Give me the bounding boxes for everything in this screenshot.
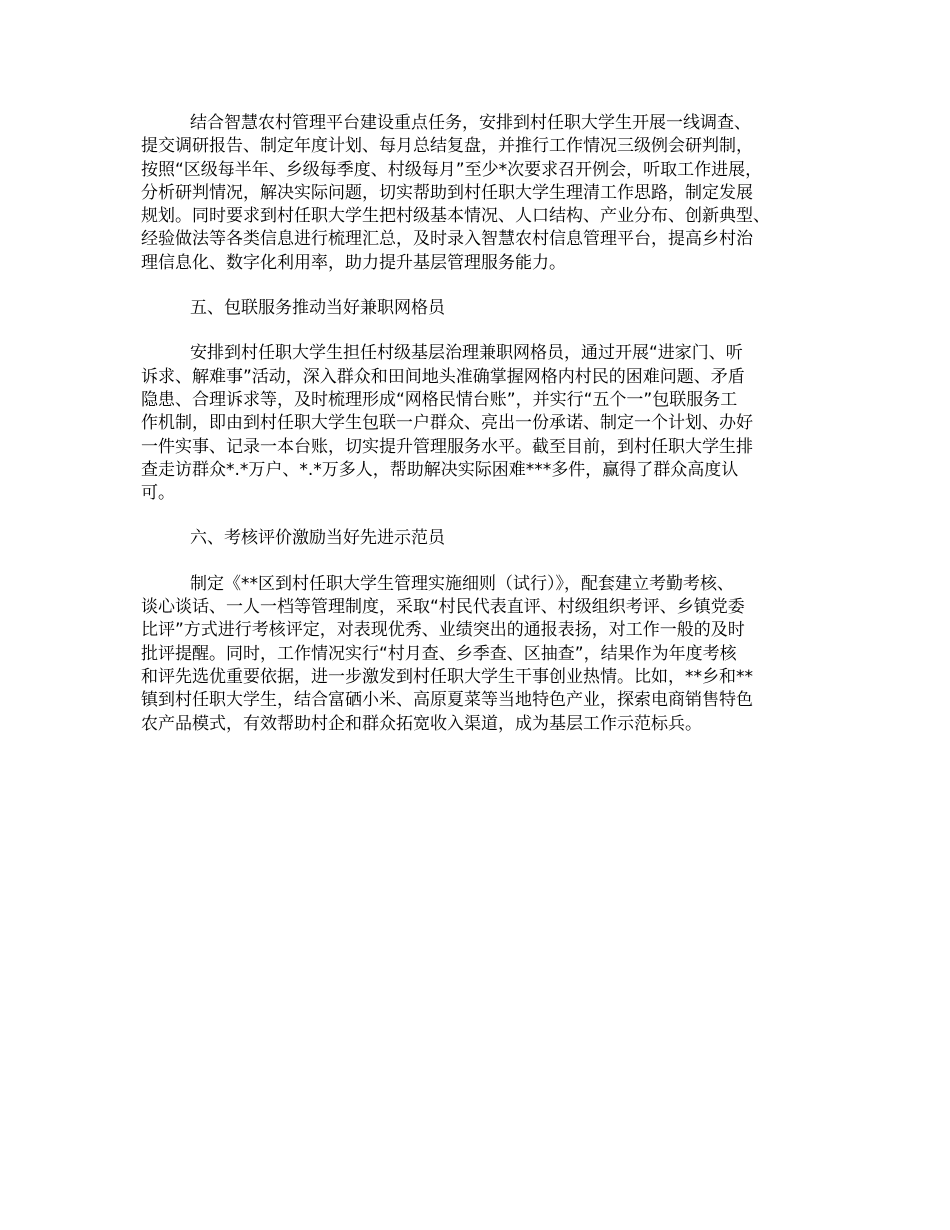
paragraph-line: 农产品模式，有效帮助村企和群众拓宽收入渠道，成为基层工作示范标兵。 (141, 713, 702, 734)
paragraph-assessment-evaluation (141, 573, 821, 736)
paragraph-line: 诉求、解难事”活动，深入群众和田间地头准确掌握网格内村民的困难问题、矛盾 (141, 366, 745, 387)
paragraph-line: 比评”方式进行考核评定，对表现优秀、业绩突出的通报表扬，对工作一般的及时 (141, 620, 745, 641)
paragraph-line: 理信息化、数字化利用率，助力提升基层管理服务能力。 (141, 252, 566, 273)
paragraph-line: 可。 (141, 483, 175, 504)
paragraph-line: 查走访群众*.*万户、*.*万多人，帮助解决实际困难***多件，赢得了群众高度认 (141, 459, 739, 480)
paragraph-line: 批评提醒。同时，工作情况实行“村月查、乡季查、区抽查”，结果作为年度考核 (141, 643, 737, 664)
paragraph-grid-service (141, 342, 821, 505)
paragraph-line: 镇到村任职大学生，结合富硒小米、高原夏菜等当地特色产业，探索电商销售特色 (141, 690, 753, 711)
paragraph-line: 和评先选优重要依据，进一步激发到村任职大学生干事创业热情。比如，**乡和** (141, 666, 753, 687)
paragraph-line: 按照“区级每半年、乡级每季度、村级每月”至少*次要求召开例会，听取工作进展， (141, 159, 763, 180)
paragraph-line: 作机制，即由到村任职大学生包联一户群众、亮出一份承诺、制定一个计划、办好 (141, 413, 753, 434)
paragraph-line: 规划。同时要求到村任职大学生把村级基本情况、人口结构、产业分布、创新典型、 (141, 206, 770, 227)
paragraph-line: 安排到村任职大学生担任村级基层治理兼职网格员，通过开展“进家门、听 (190, 343, 743, 364)
paragraph-line: 经验做法等各类信息进行梳理汇总，及时录入智慧农村信息管理平台，提高乡村治 (141, 229, 753, 250)
section-heading-six: 六、考核评价激励当好先进示范员 (190, 528, 445, 549)
paragraph-line: 谈心谈话、一人一档等管理制度，采取“村民代表直评、村级组织考评、乡镇党委 (141, 597, 745, 618)
section-heading-five: 五、包联服务推动当好兼职网格员 (190, 298, 445, 319)
paragraph-line: 分析研判情况，解决实际问题，切实帮助到村任职大学生理清工作思路，制定发展 (141, 182, 753, 203)
paragraph-line: 隐患、合理诉求等，及时梳理形成“网格民情台账”，并实行“五个一”包联服务工 (141, 389, 738, 410)
paragraph-line: 制定《**区到村任职大学生管理实施细则（试行）》，配套建立考勤考核、 (190, 573, 734, 594)
paragraph-line: 结合智慧农村管理平台建设重点任务，安排到村任职大学生开展一线调查、 (190, 113, 751, 133)
paragraph-smart-village-platform (141, 112, 821, 275)
document-body (141, 112, 821, 736)
paragraph-line: 一件实事、记录一本台账，切实提升管理服务水平。截至目前，到村任职大学生排 (141, 436, 753, 457)
paragraph-line: 提交调研报告、制定年度计划、每月总结复盘，并推行工作情况三级例会研判制， (141, 136, 753, 157)
